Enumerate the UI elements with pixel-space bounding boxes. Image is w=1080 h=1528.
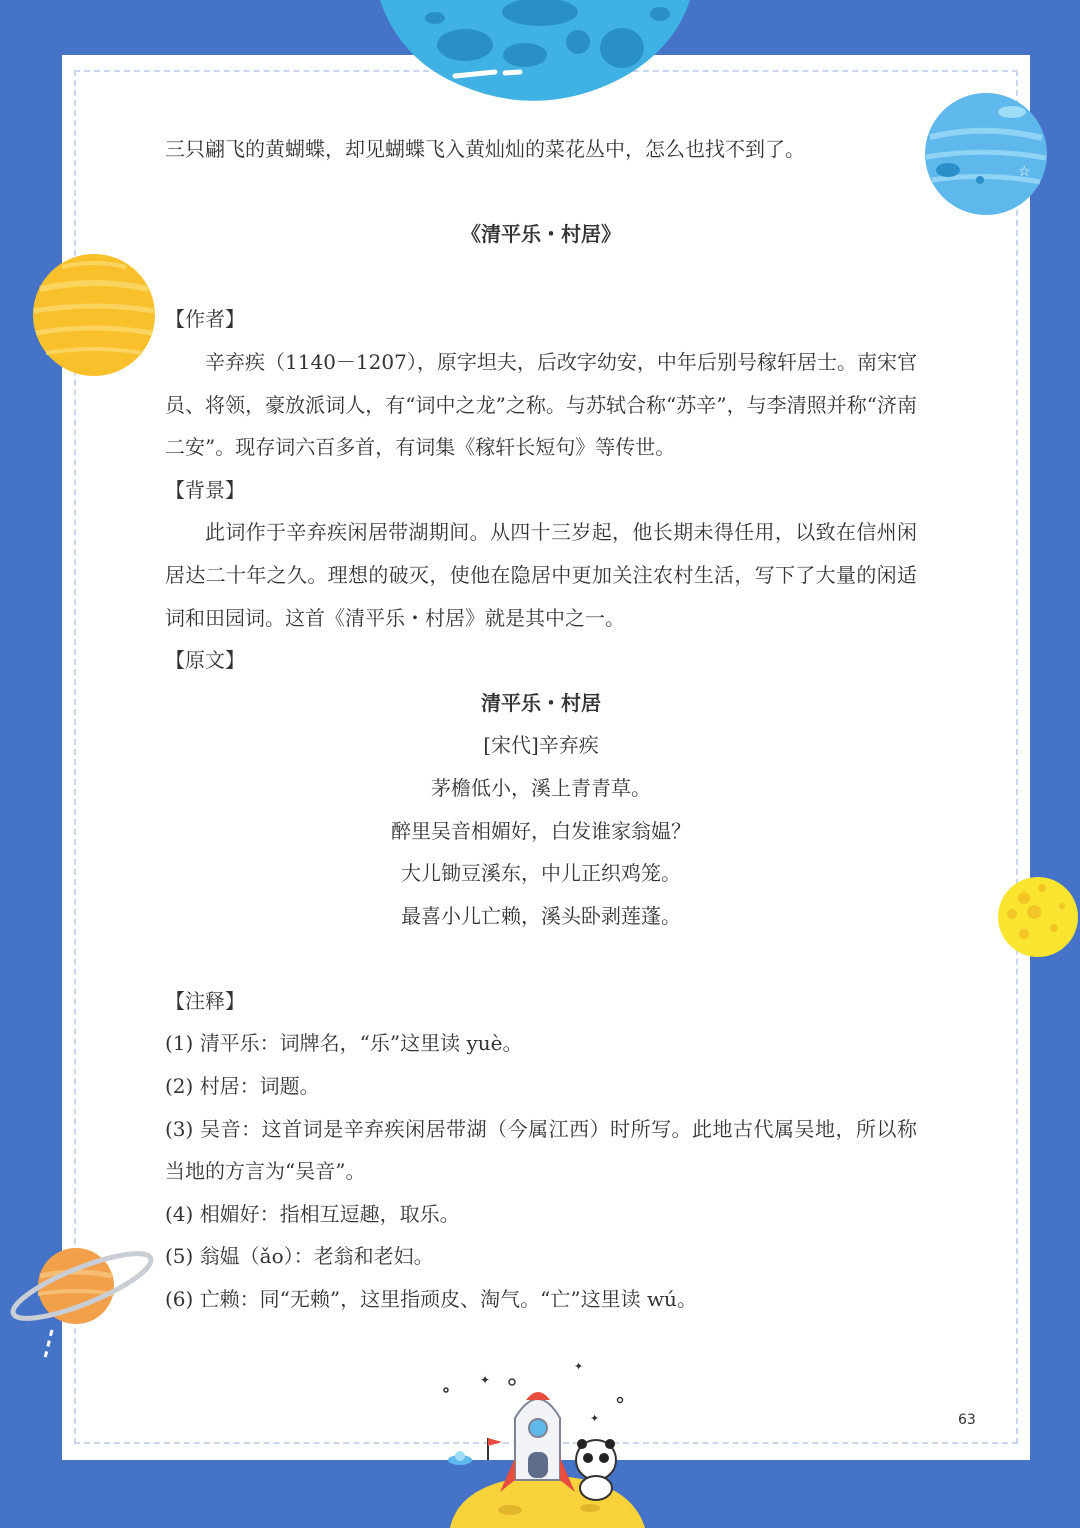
svg-text:☆: ☆ [1018,164,1031,180]
background-paragraph: 此词作于辛弃疾闲居带湖期间。从四十三岁起，他长期未得任用，以致在信州闲居达二十年之久。理想的破灭，使他在隐居中更加关注农村生活，写下了大量的闲适词和田园词。这首《清平乐・村居》就是其中之一。 [165,520,917,630]
svg-text:✦: ✦ [590,1412,600,1425]
note-item: (3) 吴音：这首词是辛弃疾闲居带湖（今属江西）时所写。此地古代属吴地，所以称当地的方言为“吴音”。 [165,1116,917,1184]
svg-text:✦: ✦ [574,1360,584,1373]
intro-line: 三只翩飞的黄蝴蝶，却见蝴蝶飞入黄灿灿的菜花丛中，怎么也找不到了。 [165,137,805,161]
crater-planet-icon [360,0,700,110]
note-item: (4) 相媚好：指相互逗趣，取乐。 [165,1201,460,1226]
note-item: (1) 清平乐：词牌名，“乐”这里读 yuè。 [165,1031,523,1056]
svg-text:✦: ✦ [480,1373,491,1387]
note-item: (5) 翁媪（ǎo）：老翁和老妇。 [165,1244,434,1269]
original-heading: 【原文】 [165,648,245,673]
poem-line: 茅檐低小，溪上青青草。 [431,775,651,800]
page-number: 63 [958,1412,976,1428]
notes-heading: 【注释】 [165,988,245,1013]
author-heading: 【作者】 [165,307,245,332]
article-body [165,128,917,1321]
poem-line: 最喜小儿亡赖，溪头卧剥莲蓬。 [401,903,681,928]
note-item: (2) 村居：词题。 [165,1074,320,1099]
yellow-planet-icon [32,253,156,377]
poem-line: 醉里吴音相媚好，白发谁家翁媪？ [391,818,691,843]
blue-planet-icon [922,92,1050,216]
rocket-panda-icon [440,1360,650,1528]
poem-title: 清平乐・村居 [481,690,601,715]
poem-author: [宋代]辛弃疾 [483,733,599,758]
moon-icon [996,876,1080,958]
saturn-icon [8,1242,156,1372]
author-paragraph: 辛弃疾（1140－1207），原字坦夫，后改字幼安，中年后别号稼轩居士。南宋官员、将领，豪放派词人，有“词中之龙”之称。与苏轼合称“苏辛”，与李清照并称“济南二安”。现存词六百多首，有词集《稼轩长短句》等传世。 [165,349,917,460]
background-heading: 【背景】 [165,477,245,502]
note-item: (6) 亡赖：同“无赖”，这里指顽皮、淘气。“亡”这里读 wú。 [165,1287,697,1312]
section-title: 《清平乐・村居》 [461,222,621,247]
poem-line: 大儿锄豆溪东，中儿正织鸡笼。 [401,861,681,886]
